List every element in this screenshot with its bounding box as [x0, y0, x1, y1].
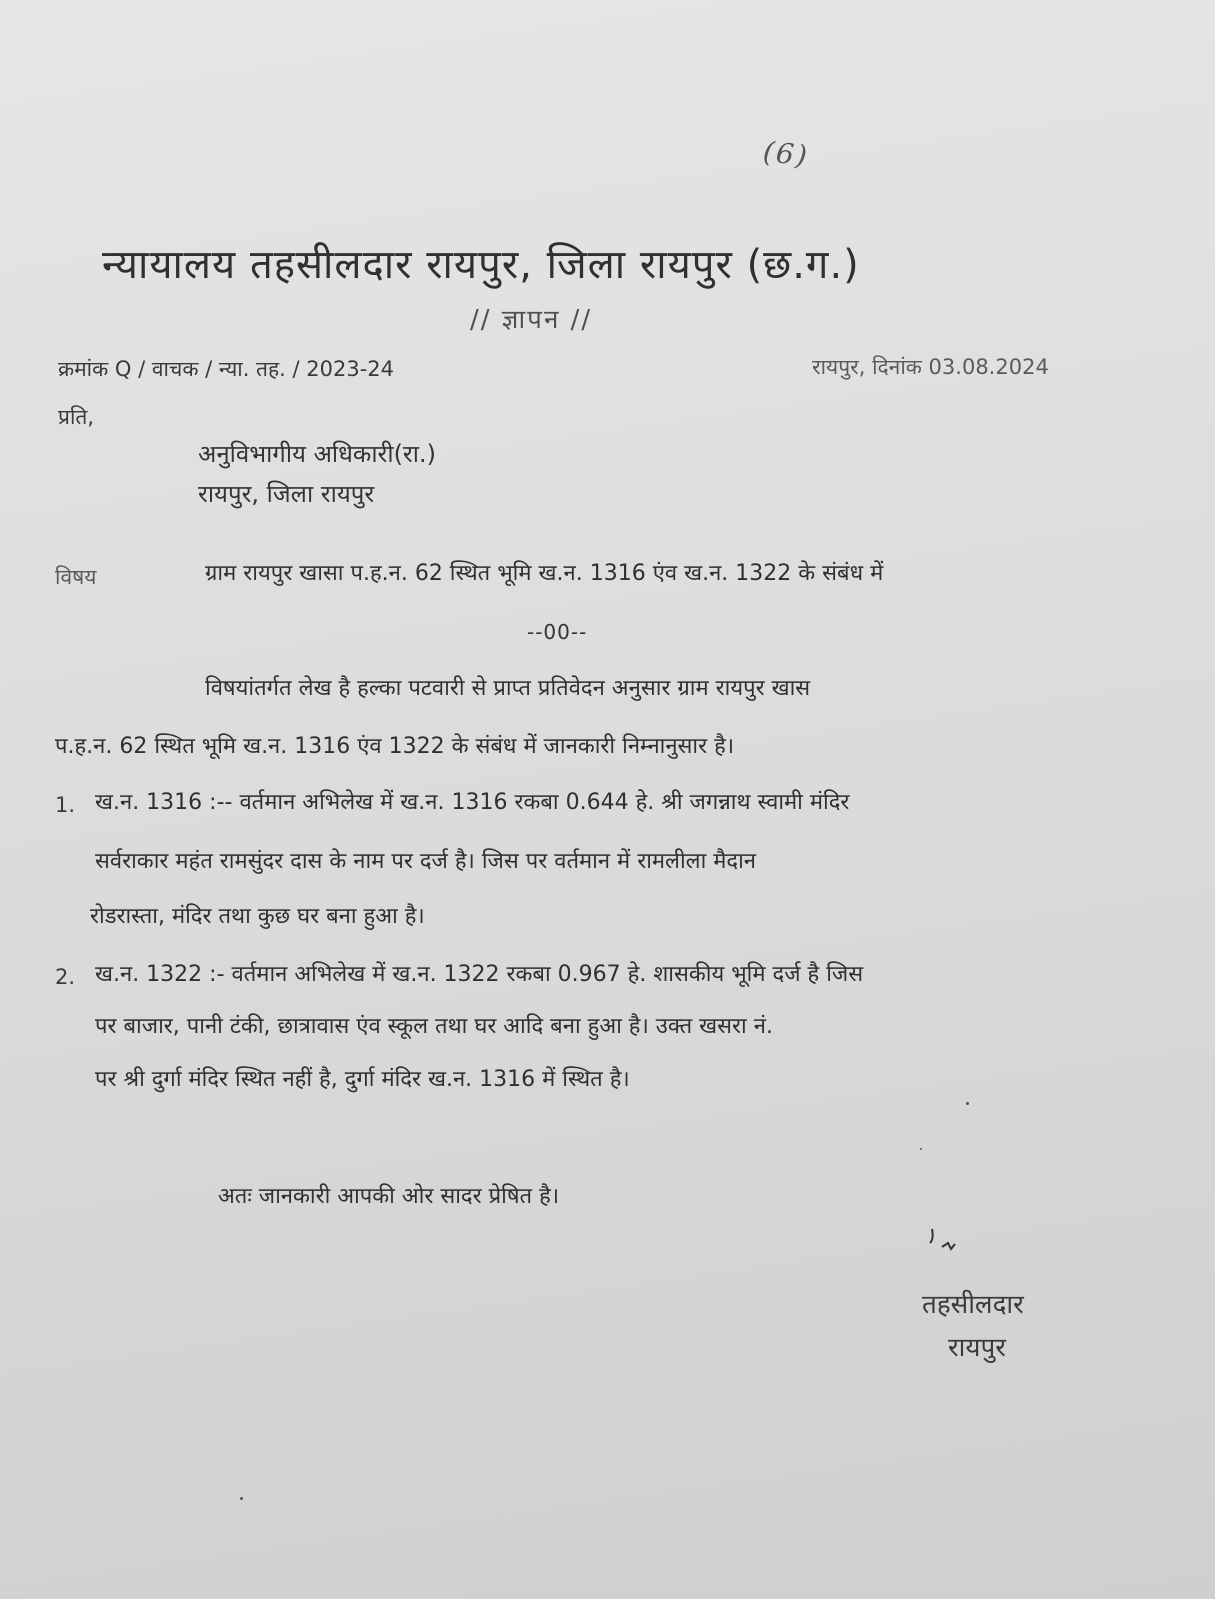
signatory-place: रायपुर [948, 1333, 1006, 1363]
separator: --00-- [527, 620, 588, 644]
recipient-location: रायपुर, जिला रायपुर [198, 480, 375, 508]
item-1-line-3: रोडरास्ता, मंदिर तथा कुछ घर बना हुआ है। [90, 904, 425, 929]
paper-speck [240, 1497, 243, 1500]
to-label: प्रति, [58, 405, 95, 429]
handwritten-note: (6) [761, 135, 811, 173]
memo-date: रायपुर, दिनांक 03.08.2024 [812, 355, 1049, 379]
item-number: 2. [55, 965, 76, 989]
item-1-line-1: ख.न. 1316 :-- वर्तमान अभिलेख में ख.न. 1316 रकबा 0.644 हे. श्री जगन्नाथ स्वामी मंदिर [95, 790, 850, 815]
item-1-line-2: सर्वराकार महंत रामसुंदर दास के नाम पर दर्ज है। जिस पर वर्तमान में रामलीला मैदान [95, 849, 757, 874]
paper-speck [966, 1102, 969, 1105]
item-number: 1. [55, 793, 76, 817]
memo-number: क्रमांक Q / वाचक / न्या. तह. / 2023-24 [58, 357, 395, 381]
subject-label: विषय [55, 565, 97, 589]
closing-line: अतः जानकारी आपकी ओर सादर प्रेषित है। [218, 1184, 560, 1209]
item-2-line-2: पर बाजार, पानी टंकी, छात्रावास एंव स्कूल तथा घर आदि बना हुआ है। उक्त खसरा नं. [95, 1014, 773, 1039]
body-intro-line-1: विषयांतर्गत लेख है हल्का पटवारी से प्राप्त प्रतिवेदन अनुसार ग्राम रायपुर खास [205, 676, 811, 701]
item-2-line-1: ख.न. 1322 :- वर्तमान अभिलेख में ख.न. 1322 रकबा 0.967 हे. शासकीय भूमि दर्ज है जिस [95, 962, 864, 987]
memo-heading: // ज्ञापन // [470, 305, 593, 335]
body-intro-line-2: प.ह.न. 62 स्थित भूमि ख.न. 1316 एंव 1322 के संबंध में जानकारी निम्नानुसार है। [55, 734, 735, 759]
recipient-designation: अनुविभागीय अधिकारी(रा.) [198, 440, 436, 468]
item-2-line-3: पर श्री दुर्गा मंदिर स्थित नहीं है, दुर्गा मंदिर ख.न. 1316 में स्थित है। [95, 1067, 630, 1092]
signatory-designation: तहसीलदार [922, 1290, 1024, 1320]
handwritten-signature [928, 1225, 968, 1260]
court-title: न्यायालय तहसीलदार रायपुर, जिला रायपुर (छ.ग.) [102, 242, 860, 288]
paper-speck [920, 1148, 922, 1150]
subject-text: ग्राम रायपुर खासा प.ह.न. 62 स्थित भूमि ख.न. 1316 एंव ख.न. 1322 के संबंध में [205, 561, 884, 586]
